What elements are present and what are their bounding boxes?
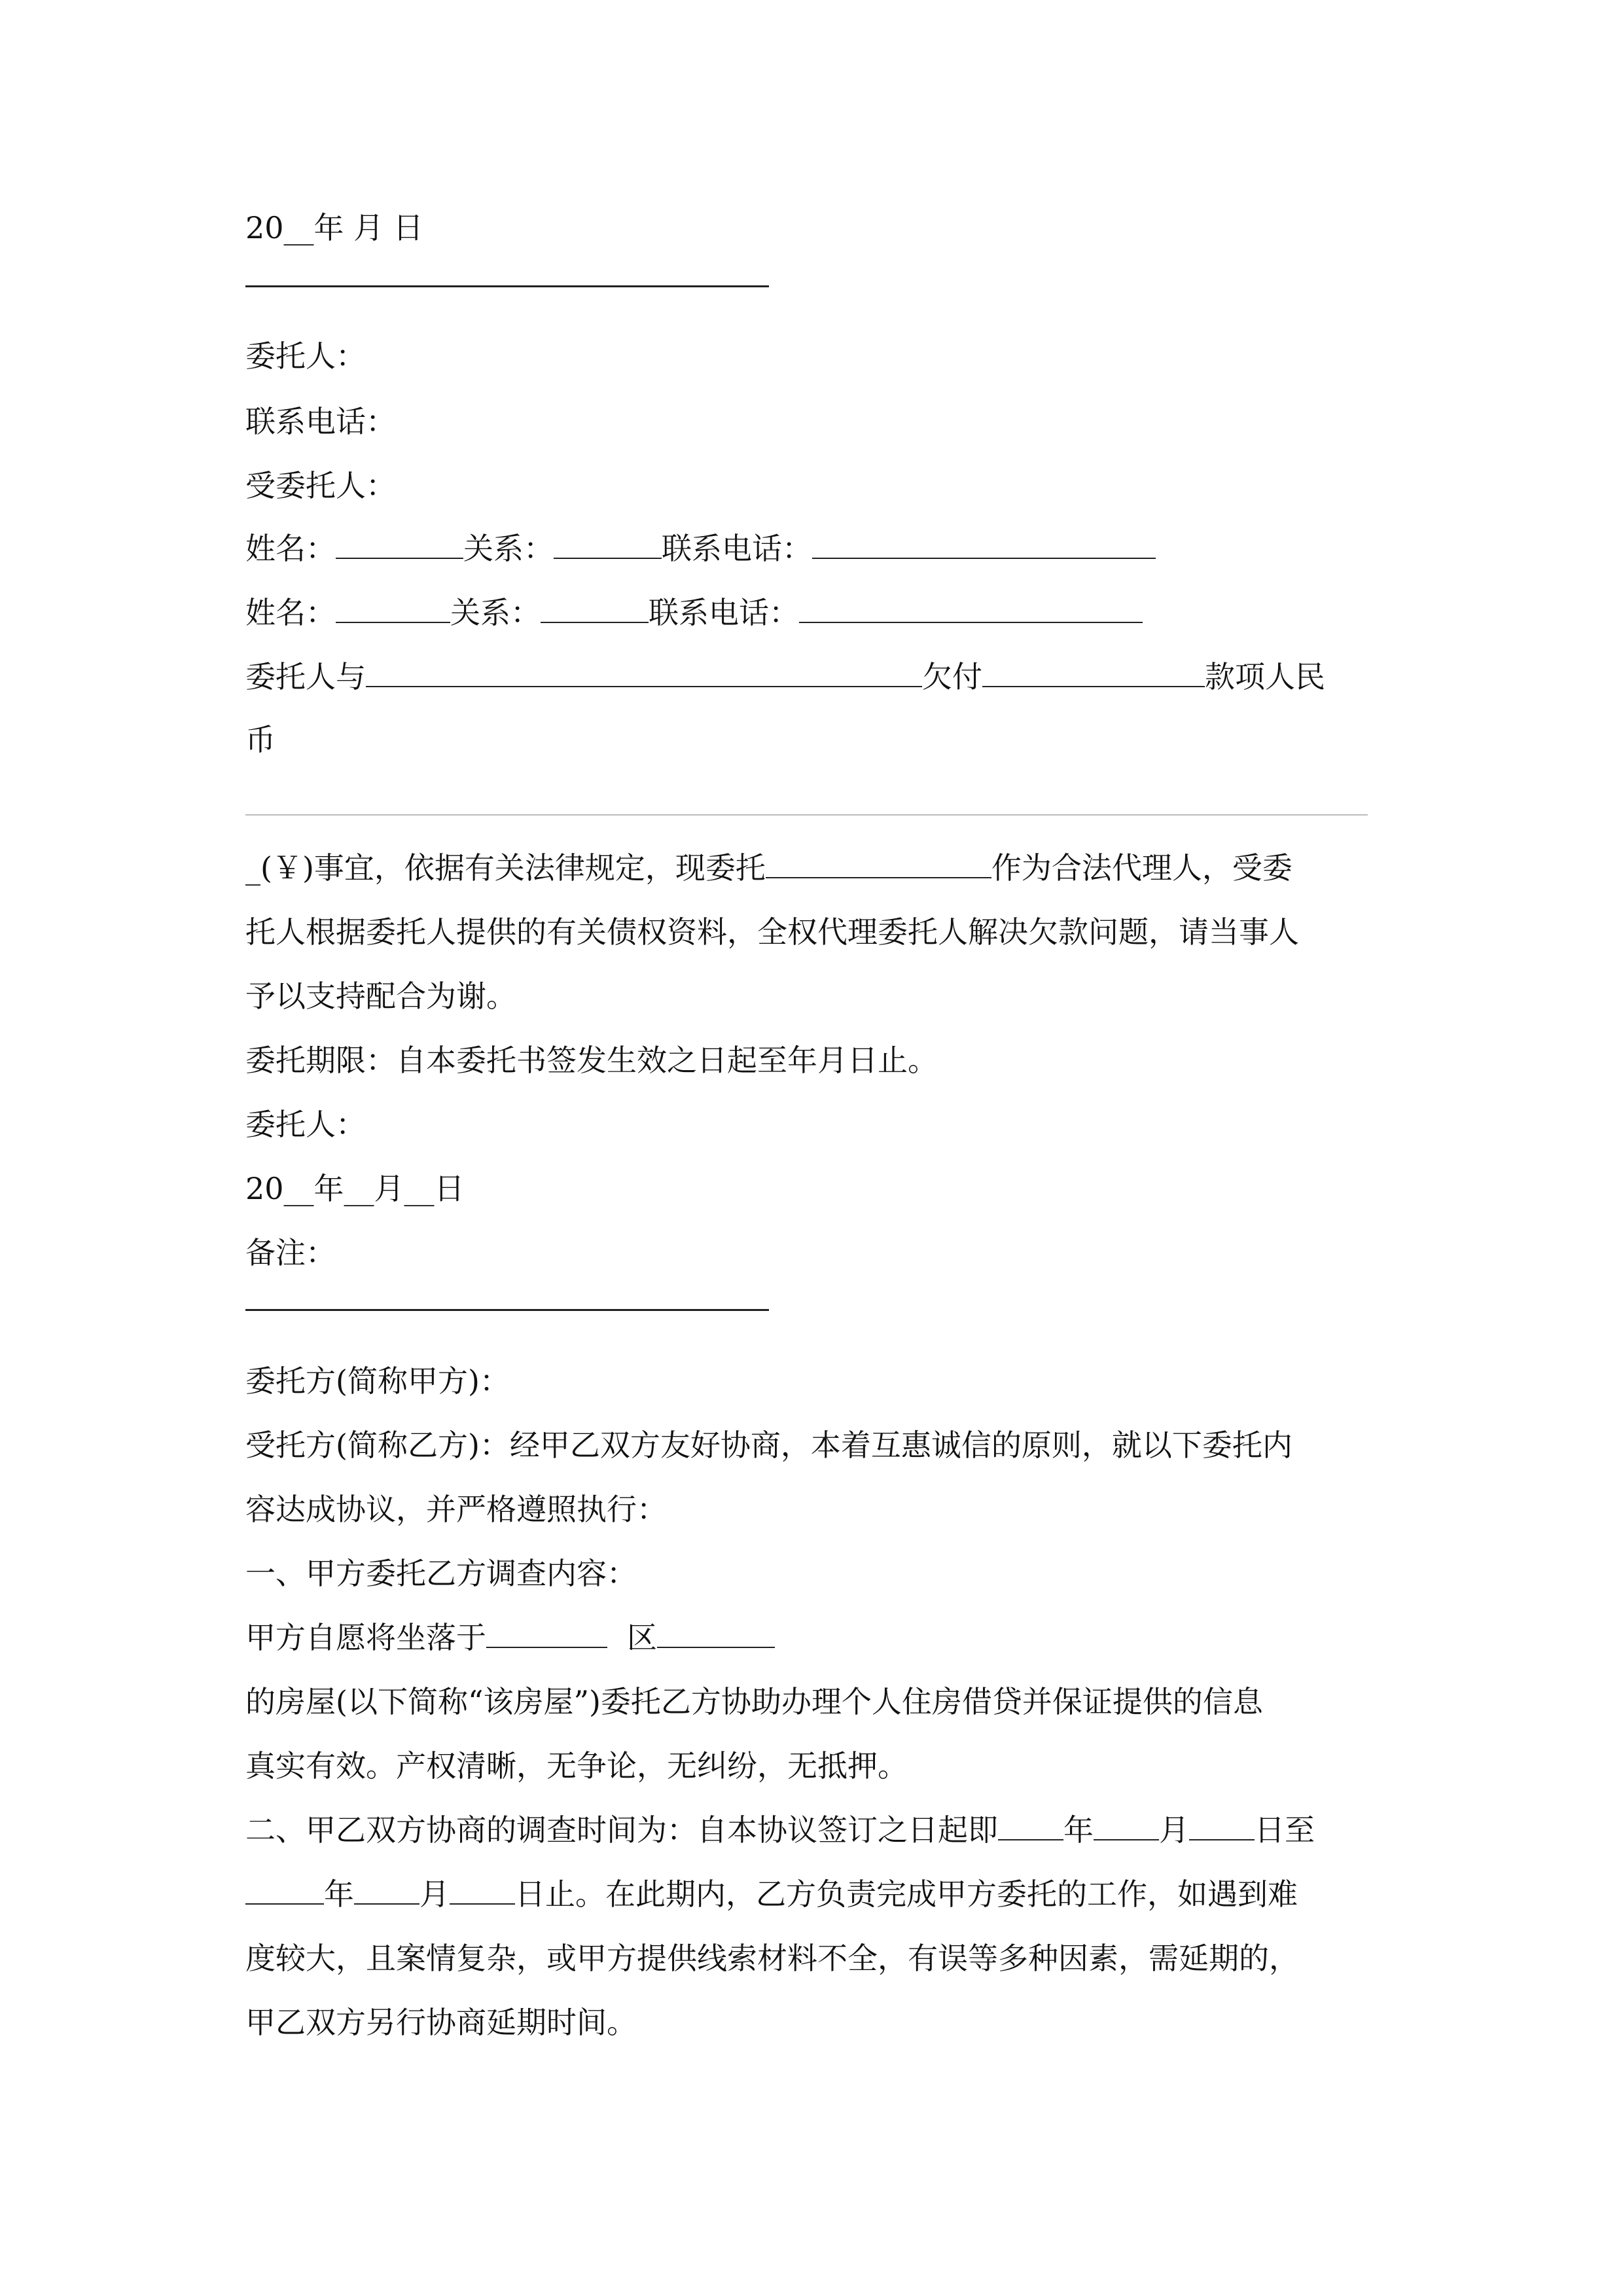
sign-date: 20__年__月__日 bbox=[245, 1171, 465, 1206]
term-line: 委托期限：自本委托书签发生效之日起至年月日止。 bbox=[245, 1043, 938, 1078]
relation-label: 关系： bbox=[450, 595, 541, 630]
day-blank bbox=[450, 1874, 515, 1905]
party-a-label: 委托方(简称甲方)： bbox=[245, 1363, 510, 1399]
agent-row-2 bbox=[245, 593, 1384, 632]
day-blank bbox=[1189, 1810, 1255, 1840]
clause-1-line-4: 真实有效。产权清晰，无争论，无纠纷，无抵押。 bbox=[245, 1748, 908, 1784]
agent-label: 受委托人： bbox=[245, 468, 396, 503]
principal-phone-label: 联系电话： bbox=[245, 404, 396, 439]
debt-currency: 币 bbox=[245, 722, 276, 757]
relation-blank bbox=[541, 593, 649, 623]
location-prefix: 甲方自愿将坐落于 bbox=[245, 1620, 486, 1655]
phone-blank bbox=[799, 593, 1143, 623]
remark-label: 备注： bbox=[245, 1235, 336, 1270]
debt-line bbox=[245, 657, 1384, 696]
debt-suffix: 款项人民 bbox=[1205, 659, 1325, 694]
clause-2-line-2-rest: 日止。在此期内，乙方负责完成甲方委托的工作，如遇到难 bbox=[515, 1876, 1298, 1912]
clause-2-line-4: 甲乙双方另行协商延期时间。 bbox=[245, 2005, 637, 2040]
clause-2-line-1 bbox=[245, 1810, 1384, 1850]
name-label: 姓名： bbox=[245, 595, 336, 630]
amount-rule bbox=[245, 814, 1368, 816]
phone-blank bbox=[812, 529, 1156, 559]
paragraph-start: _(￥)事宜，依据有关法律规定，现委托 bbox=[245, 850, 766, 886]
phone-label: 联系电话： bbox=[649, 595, 799, 630]
month-label: 月 bbox=[1159, 1812, 1189, 1848]
signer-label: 委托人： bbox=[245, 1107, 366, 1142]
proxy-blank bbox=[766, 848, 991, 878]
creditor-blank bbox=[366, 657, 922, 687]
clause-2-prefix: 二、甲乙双方协商的调查时间为：自本协议签订之日起即 bbox=[245, 1812, 998, 1848]
principal-label: 委托人： bbox=[245, 338, 366, 374]
month-blank bbox=[1094, 1810, 1159, 1840]
year-label: 年 bbox=[1063, 1812, 1094, 1848]
debt-prefix: 委托人与 bbox=[245, 659, 366, 694]
paragraph-start-end: 作为合法代理人，受委 bbox=[991, 850, 1293, 886]
party-b-line-1: 受托方(简称乙方)：经甲乙双方友好协商，本着互惠诚信的原则，就以下委托内 bbox=[245, 1427, 1293, 1463]
relation-label: 关系： bbox=[463, 531, 554, 566]
clause-1-title: 一、甲方委托乙方调查内容： bbox=[245, 1556, 637, 1591]
year-blank bbox=[245, 1874, 324, 1905]
month-label: 月 bbox=[419, 1876, 450, 1912]
name-blank bbox=[336, 529, 463, 559]
debt-mid: 欠付 bbox=[922, 659, 982, 694]
relation-blank bbox=[554, 529, 662, 559]
party-b-line-2: 容达成协议，并严格遵照执行： bbox=[245, 1492, 667, 1527]
paragraph-line-3: 予以支持配合为谢。 bbox=[245, 978, 516, 1014]
year-label: 年 bbox=[324, 1876, 354, 1912]
district-label: 区 bbox=[627, 1620, 657, 1655]
phone-label: 联系电话： bbox=[662, 531, 812, 566]
section-divider bbox=[245, 1309, 769, 1311]
date-line: 20__年 月 日 bbox=[245, 210, 423, 245]
clause-2-line-3: 度较大，且案情复杂，或甲方提供线索材料不全，有误等多种因素，需延期的， bbox=[245, 1941, 1299, 1976]
paragraph-line-1 bbox=[245, 848, 1384, 888]
paragraph-line-2: 托人根据委托人提供的有关债权资料，全权代理委托人解决欠款问题，请当事人 bbox=[245, 914, 1299, 950]
month-blank bbox=[354, 1874, 419, 1905]
section-divider bbox=[245, 285, 769, 287]
name-blank bbox=[336, 593, 450, 623]
amount-blank bbox=[982, 657, 1205, 687]
clause-2-line-2 bbox=[245, 1874, 1384, 1914]
agent-row-1 bbox=[245, 529, 1384, 568]
clause-1-line-3: 的房屋(以下简称“该房屋”)委托乙方协助办理个人住房借贷并保证提供的信息 bbox=[245, 1684, 1263, 1719]
name-label: 姓名： bbox=[245, 531, 336, 566]
clause-1-location bbox=[245, 1618, 1384, 1657]
location-blank bbox=[486, 1618, 607, 1648]
day-label: 日至 bbox=[1255, 1812, 1315, 1848]
district-blank bbox=[657, 1618, 775, 1648]
year-blank bbox=[998, 1810, 1063, 1840]
